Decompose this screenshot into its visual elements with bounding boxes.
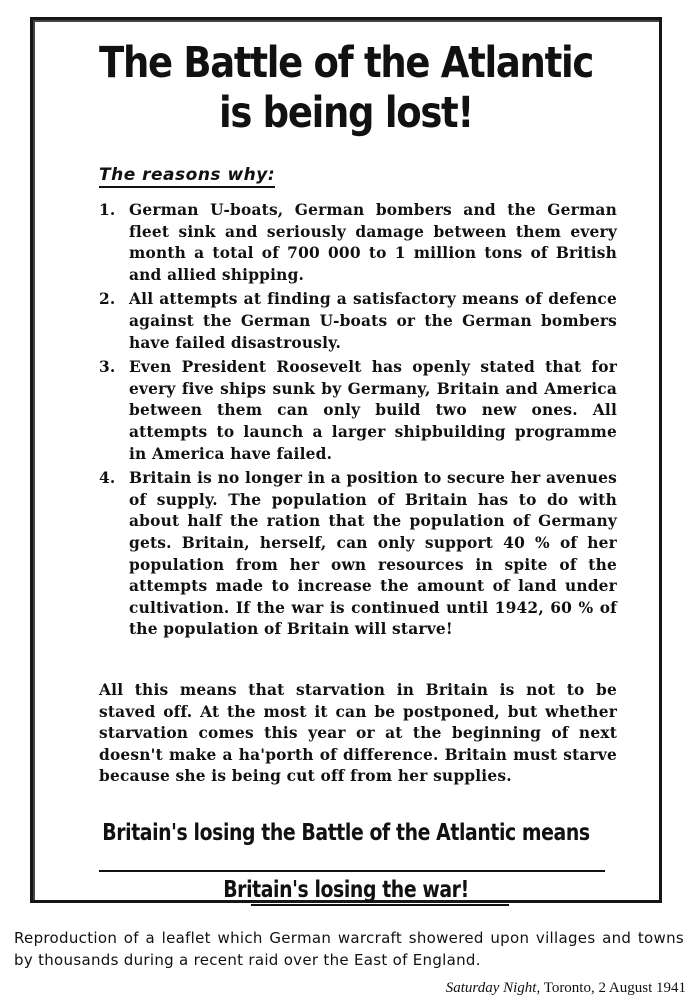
slogan-line-2: Britain's losing the war! xyxy=(223,877,469,903)
summary-paragraph: All this means that starvation in Britain is not to be staved off. At the most it can be postponed, but whether starvation comes this year or at the beginning of next doesn't make a ha'porth of difference. Britain must starve because she is being cut off from her supplies. xyxy=(99,681,617,786)
publication-details: , Toronto, 2 August 1941 xyxy=(536,980,686,996)
reason-number: 1. xyxy=(99,201,116,219)
reason-item xyxy=(99,468,617,641)
reason-text: Even President Roosevelt has openly stated that for every five ships sunk by Germany, Britain and America between them can only build two new ones. All attempts to launch a larger shipbuilding programme in America have failed. xyxy=(129,358,617,463)
caption: Reproduction of a leaflet which German warcraft showered upon villages and towns by thousands during a recent raid over the East of England. xyxy=(14,929,684,969)
publication-name: Saturday Night xyxy=(445,980,537,996)
slogan-underline xyxy=(251,904,509,906)
slogan-line-1: Britain's losing the Battle of the Atlantic means xyxy=(102,820,590,846)
reason-item xyxy=(99,289,617,354)
reason-text: All attempts at finding a satisfactory means of defence against the German U-boats or the German bombers have failed disastrously. xyxy=(129,290,617,352)
reason-item xyxy=(99,200,617,286)
reason-number: 3. xyxy=(99,358,116,377)
reasons-list xyxy=(99,200,617,644)
reason-item xyxy=(99,357,617,465)
reason-text: German U-boats, German bombers and the German fleet sink and seriously damage between them every month a total of 700 000 to 1 million tons of British and allied shipping. xyxy=(129,201,617,284)
reason-number: 4. xyxy=(99,469,116,488)
headline-line-2: is being lost! xyxy=(218,88,474,138)
leaflet xyxy=(30,17,662,903)
reason-text: Britain is no longer in a position to secure her avenues of supply. The population of Britain has to do with about half the ration that the population of Germany gets. Britain, herself, can only support 40 % of her population from her own resources in spite of the attempts made to increase the amount of land under cultivation. If the war is continued until 1942, 60 % of the population of Britain will starve! xyxy=(129,469,617,639)
headline-line-1: The Battle of the Atlantic xyxy=(99,38,593,88)
source-citation xyxy=(446,980,686,997)
reason-number: 2. xyxy=(99,290,116,309)
slogan-divider xyxy=(99,870,605,872)
reasons-heading: The reasons why: xyxy=(99,165,275,188)
headline xyxy=(77,38,615,138)
